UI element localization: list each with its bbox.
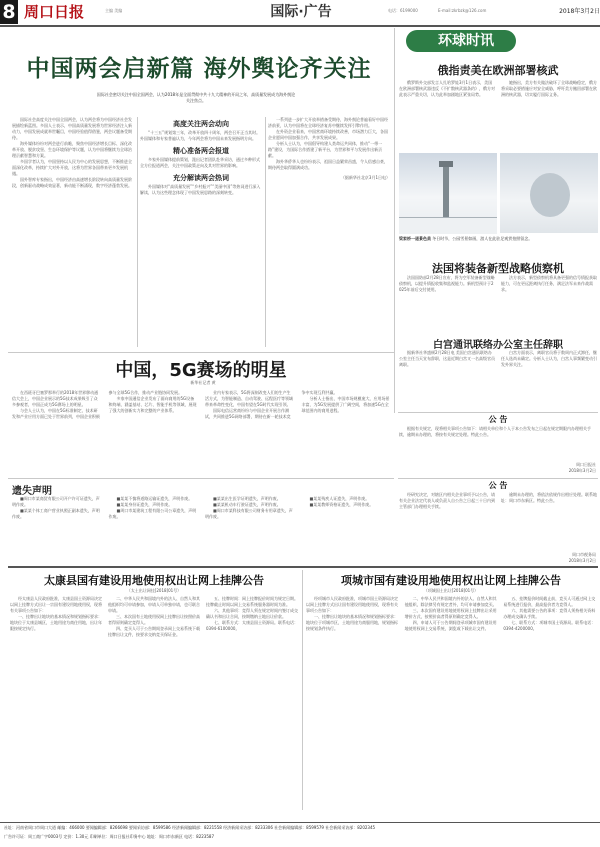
intl-story1-body: 俄罗斯外交部发言人扎哈罗娃3月1日表示，美国在欧洲部署核武器违反《不扩散核武器条约》，俄方对此表示严重关切，认为此举加剧地区紧张局势。 她指出，美方有关做法破坏了全球战略稳定，俄方将采取必要措施应对安全威胁，呼吁美方撤回部署在欧洲的核武器，切实履行国际义务。 — [399, 80, 597, 97]
photo-caption: 梁家桥一道景色美 冬日时节，公园雪景如画，游人在此驻足观赏拍照留念。 — [399, 236, 533, 241]
fiveg-body: 在西班牙巴塞罗那举行的2018年世界移动通信大会上，中国企业展示的5G技术成果吸引了众多参观者，中国正成为5G赛场上的明星。 与会人士认为，中国在5G标准制定、技术研发和产业应用方面已处于世界前列，中国企业积极参与全球5G合作，推动产业链协同发展。 多家中国通信企业发布了面向商用的5G设备和终端，涵盖基站、芯片、智能手机等领域，展现了强大的创新实力和完整的产业体系。 业内专家表示，5G将深刻改变人们的生产生活方式，为智能制造、自动驾驶、远程医疗等领域带来革命性变化，中国有望在5G时代实现引领。 国际电信运营商纷纷与中国企业开展合作测试，共同推进5G网络部署，期待在新一轮技术竞争中实现互利共赢。 分析人士指出，中国市场规模庞大、应用场景丰富，为5G发展提供了广阔空间，将加速5G在全球范围内的商用进程。 — [12, 390, 390, 419]
land-left-title: 太康县国有建设用地使用权出让网上挂牌公告 — [44, 574, 264, 587]
photo-caption-title: 梁家桥一道景色美 — [399, 236, 431, 241]
lead-credit: （据新华社北京3月1日电） — [340, 175, 390, 180]
issue-date: 2018年3月2日 — [559, 8, 600, 15]
section-rule-1 — [8, 352, 394, 353]
page-number: 8 — [0, 0, 18, 24]
news-photo-2 — [500, 153, 598, 233]
lead-col-1: 国际社会高度关注中国全国两会，认为两会将为中国经济社会发展描绘新蓝图。多国人士表示，中国高质量发展将为世界经济注入新动力，中国发展成就举世瞩目，中国经验值得借鉴，两会议题备受期待。 海外媒体纷纷对两会进行前瞻，聚焦中国经济增长目标、深化改革开放、脱贫攻坚、生态环境保护等议题，认为中国将继续为全球治理贡献智慧和方案。 多国学者认为，中国坚持以人民为中心的发展思想，不断推进全面深化改革，持续扩大对外开放，这将为世界各国带来更多发展机遇。 国外智库专家指出，中国经济由高速增长阶段转向高质量发展阶段，创新驱动战略成效显著，新动能不断涌现，数字经济蓬勃发展。 — [12, 117, 132, 188]
email-info: E-mail:zkrbzk@126.com — [438, 8, 487, 13]
monument-shape — [443, 165, 449, 221]
notice-body: 根据有关规定，现将相关事项公告如下：请相关单位和个人于本公告发布之日起在规定期限内办理相关手续，逾期未办理的，将按有关规定处理。特此公告。 — [399, 426, 591, 437]
lead-divider-1 — [137, 117, 138, 347]
lead-col-3: 一系列进一步扩大开放举措备受期待，海外舆论普遍看好中国经济前景，认为中国将在全球经济复苏中继续发挥引擎作用。 在外资企业看来，中国营商环境持续改善，市场潜力巨大，各国企业愿同中国加强合作，共享发展成果。 分析人士认为，中国倡导构建人类命运共同体，推动“一带一路”建设，为国际合作搭建了新平台，为世界和平与发展作出新贡献。 海外华侨华人也纷纷表示，祖国日益繁荣昌盛，令人倍感自豪，期待两会取得圆满成功。 （据新华社北京3月1日电） — [268, 117, 390, 180]
section-title: 国际·广告 — [270, 4, 332, 20]
lead-subhead-1: 高度关注两会动向 — [173, 120, 229, 128]
lost-notice-title: 遗失声明 — [12, 486, 52, 497]
notice-date-1: 2018年3月2日 — [568, 468, 596, 473]
footer-rule — [0, 822, 600, 823]
section-rule-5 — [8, 566, 598, 568]
land-divider — [302, 570, 303, 810]
lead-headline: 中国两会启新篇 海外舆论齐关注 — [26, 55, 372, 82]
fiveg-byline: 新华社记者 黄 — [190, 380, 216, 385]
intl-story3-body: 据新华社华盛顿2月28日电 美国白宫通讯联络办公室主任当天宣布辞职，这是近期白宫又一名高级官员离职。 白宫方面表示，离职官员将于数周内正式卸任，继任人选尚未确定。分析人士认为，白宫人事频繁变动引发外界关注。 — [399, 350, 597, 367]
land-right-body: 经项城市人民政府批准，项城市国土资源局决定以网上挂牌方式出让国有建设用地使用权，现将有关事项公告如下： 一、挂牌出让地块的基本情况和规划指标要求：地块位于项城市区，土地用途为商服用地，规划指标按规划条件执行。 二、中华人民共和国境内外的法人、自然人和其他组织，除法律另有规定者外，均可申请参加竞买。 三、本次国有建设用地使用权网上挂牌出让采用增价方式，按照价高者得原则确定竞得人。 四、申请人可于公告期间登录项城市国有建设用地使用权网上交易系统，浏览或下载出让文件。 五、挂牌报价时间截止前，竞买人可通过网上交易系统进行报价，最高报价者为竞得人。 六、其他需要公告的事项：竞得人须持相关资料办理成交确认手续。 七、联系方式：项城市国土资源局。联系电话：0394-4200000。 — [306, 596, 596, 631]
land-left-body: 经太康县人民政府批准，太康县国土资源局决定以网上挂牌方式出让一宗国有建设用地使用权，现将有关事项公告如下： 一、挂牌出让地块的基本情况和规划指标要求：地块位于太康县城区，土地用途为商住用地，出让年限按规定执行。 二、中华人民共和国境内外的法人、自然人和其他组织均可申请参加，申请人可单独申请，也可联合申请。 三、本次国有土地使用权网上挂牌出让按照价高者得原则确定竞得人。 四、竞买人可于公告期间登录网上交易系统下载挂牌出让文件，按要求交纳竞买保证金。 五、挂牌时间：网上挂牌报价时间为规定日期。挂牌截止时间以网上交易系统服务器时间为准。 六、其他事项：竞得人须在规定时间内签订成交确认书和出让合同，按期缴纳土地出让价款。 七、联系方式：太康县国土资源局。联系电话：0394-6100000。 — [10, 596, 298, 637]
land-right-title: 项城市国有建设用地使用权出让网上挂牌公告 — [341, 574, 561, 587]
notice-sign-2: 周口市税务局 — [572, 552, 596, 557]
section-rule-2 — [398, 412, 598, 413]
intl-banner-text: 环球时讯 — [438, 33, 494, 49]
notice-title-2: 公 告 — [488, 481, 508, 490]
lead-subhead-2: 精心准备两会报道 — [173, 147, 229, 155]
fiveg-headline: 中国，5G赛场的明星 — [115, 360, 287, 381]
intl-story2-title: 法国将装备新型战略侦察机 — [432, 262, 564, 275]
land-right-doc: （项城国土出让[2018]01号） — [423, 588, 479, 593]
editor-info: 主编 美编 — [105, 8, 123, 13]
land-left-doc: （太土出让网挂[2018]01号） — [126, 588, 182, 593]
lead-summary: 国际社会密切关注中国全国两会，认为2018年是全面贯彻中共十九大精神的开局之年，高质量发展成为海外舆论关注焦点。 — [96, 92, 296, 103]
intl-story2-body: 法国国防部2月28日宣布，将为空军装备新型战略侦察机，以提升情报收集和监视能力。新机型预计于2025年前后交付使用。 法方表示，新型侦察机将具备更强的信号情报获取能力，可在更远距离执行任务，满足法军未来作战需求。 — [399, 275, 597, 292]
notice-sign-1: 周口日报社 — [576, 462, 596, 467]
tree-shape — [530, 173, 570, 217]
intl-story3-title: 白宫通讯联络办公室主任辞职 — [433, 340, 563, 351]
section-rule-4 — [8, 478, 394, 479]
lost-notice-body: ■周口市某商贸有限公司开户许可证遗失，声明作废。 ■某某个体工商户营业执照正副本遗失，声明作废。 ■某某不慎将道路运输证遗失，声明作废。 ■某某身份证遗失，声明作废。 ■周口市某建筑工程有限公司公章遗失，声明作废。 ■某某出生医学证明遗失，声明作废。 ■某某机动车行驶证遗失，声明作废。 ■周口市某科技有限公司财务专用章遗失，声明作废。 ■某某残疾人证遗失，声明作废。 ■某某教师资格证遗失，声明作废。 — [12, 496, 374, 519]
notice-body-2: 经研究决定，对辖区内相关企业事项予以公告，请有关企业法定代表人或负责人自公告之日起三十日内到主管部门办理相关手续。 逾期未办理的，将依法依规作出相应处理。联系地址：周口市东新区。特此公告。 — [399, 492, 597, 509]
phone-info: 电话：6199000 — [388, 8, 418, 13]
footer-line-1: 社址：河南省周口市周口大道 邮编：466000 要闻编辑部：8266698 要闻采访部：8599586 经济新闻编辑部：8221558 经济新闻采访部：8233306 社会新闻编辑部：8599579 社会新闻采访部：8202345 — [4, 825, 376, 830]
lead-divider-2 — [265, 117, 266, 347]
newspaper-logo: 周口日报 — [24, 3, 85, 21]
intl-story1-title: 俄指责美在欧洲部署核武 — [437, 64, 559, 77]
monument-top — [439, 161, 453, 167]
lead-subhead-3: 充分解读两会热词 — [173, 174, 229, 182]
ground-snow — [399, 217, 497, 234]
notice-title: 公 告 — [488, 415, 508, 424]
notice-date-2: 2018年3月2日 — [568, 558, 596, 563]
footer-line-2: 广告许可证：周工商广字0003号 定价：1.30元 印刷单位：周口日报社印务中心 地址：周口市东新区 电话：8223587 — [4, 834, 214, 839]
header-rule — [0, 25, 600, 27]
column-divider — [394, 28, 395, 413]
section-rule-3 — [398, 478, 598, 479]
news-photo — [399, 153, 497, 233]
lead-col-2: 高度关注两会动向 “十三五”规划第三年，改革开放四十周年，两会召开正当其时。外国媒体和专家普遍认为，今年两会将为中国未来发展指明方向。 精心准备两会报道 多家外国媒体提前策划，派出记者团队赴华采访，通过多种形式全方位报道两会，关注中国政策走向及其对世界的影响。 充分解读两会热词 外国媒体对“高质量发展”“乡村振兴”“美丽中国”等热词进行深入解读，认为这些理念体现了中国发展思路的深刻转变。 — [140, 120, 261, 195]
